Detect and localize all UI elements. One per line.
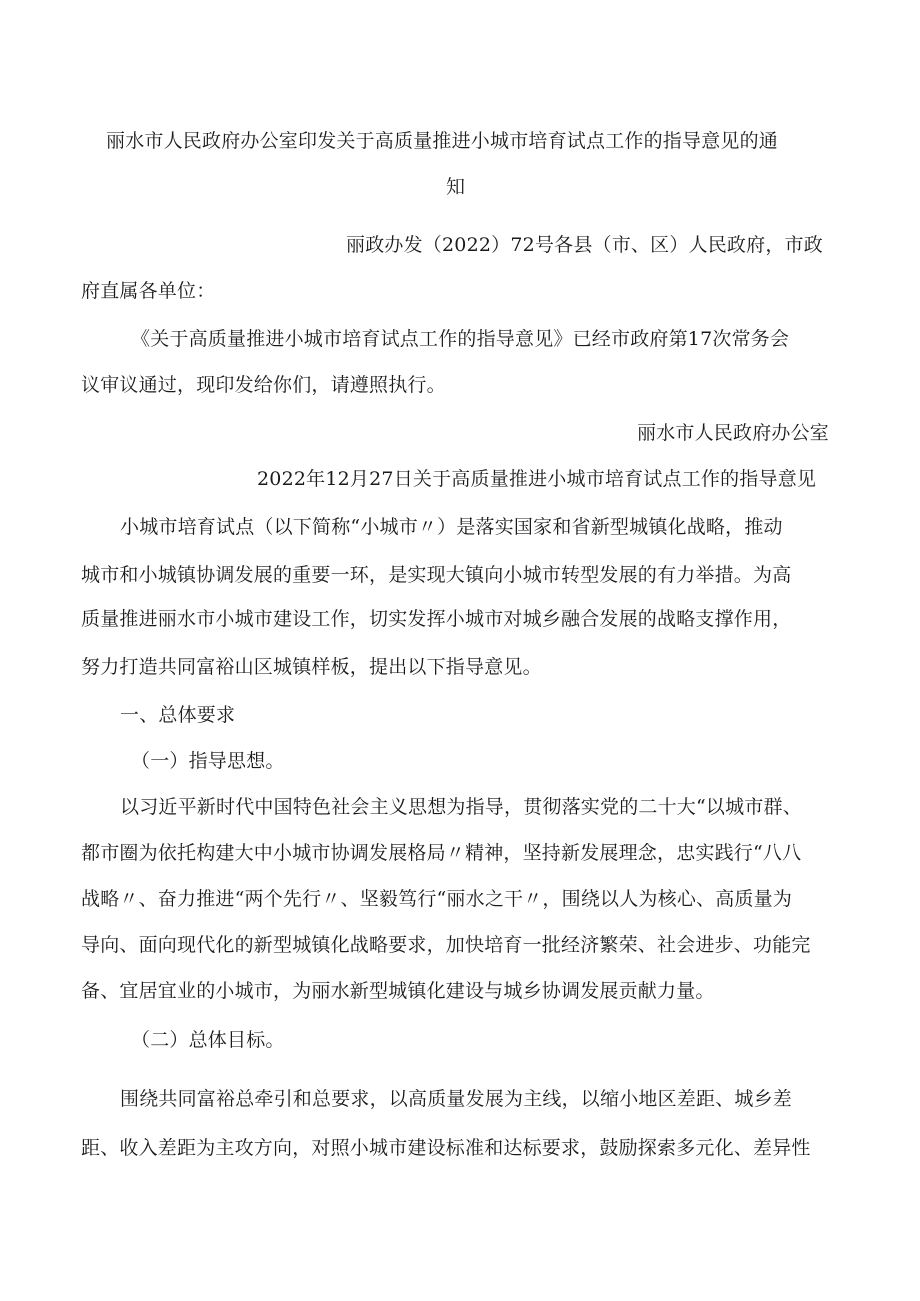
section-1-heading: 一、总体要求 (120, 704, 236, 726)
goal-line-2: 距、收入差距为主攻方向，对照小城市建设标准和达标要求，鼓励探索多元化、差异性 (81, 1137, 811, 1159)
date-and-subtitle: 2022年12月27日关于高质量推进小城市培育试点工作的指导意见 (257, 468, 817, 490)
notice-line-2: 议审议通过，现印发给你们，请遵照执行。 (81, 374, 446, 396)
guiding-line-1: 以习近平新时代中国特色社会主义思想为指导，贯彻落实党的二十大“以城市群、 (120, 796, 802, 818)
guiding-line-3: 战略〃、奋力推进“两个先行〃、坚毅笃行“丽水之干〃，围绕以人为核心、高质量为 (81, 888, 793, 910)
notice-line-1: 《关于高质量推进小城市培育试点工作的指导意见》已经市政府第17次常务会 (131, 328, 790, 350)
subsection-1-heading: （一）指导思想。 (131, 750, 285, 772)
subsection-2-heading: （二）总体目标。 (131, 1029, 285, 1051)
title-line-2: 知 (446, 176, 466, 198)
guiding-line-4: 导向、面向现代化的新型城镇化战略要求，加快培育一批经济繁荣、社会进步、功能完 (81, 934, 811, 956)
intro-line-3: 质量推进丽水市小城市建设工作，切实发挥小城市对城乡融合发展的战略支撑作用， (81, 608, 792, 630)
goal-line-1: 围绕共同富裕总牵引和总要求，以高质量发展为主线，以缩小地区差距、城乡差 (120, 1088, 793, 1110)
addressee: 府直属各单位： (81, 280, 216, 302)
title-line-1: 丽水市人民政府办公室印发关于高质量推进小城市培育试点工作的指导意见的通 (106, 130, 779, 152)
intro-line-4: 努力打造共同富裕山区城镇样板，提出以下指导意见。 (81, 656, 542, 678)
intro-line-2: 城市和小城镇协调发展的重要一环，是实现大镇向小城市转型发展的有力举措。为高 (81, 564, 792, 586)
issuer: 丽水市人民政府办公室 (637, 422, 830, 444)
intro-line-1: 小城市培育试点（以下简称“小城市〃）是落实国家和省新型城镇化战略，推动 (120, 516, 783, 538)
guiding-line-2: 都市圈为依托构建大中小城市协调发展格局〃精神，坚持新发展理念，忠实践行“八八 (81, 842, 802, 864)
guiding-line-5: 备、宜居宜业的小城市，为丽水新型城镇化建设与城乡协调发展贡献力量。 (81, 980, 715, 1002)
document-number: 丽政办发（2022）72号各县（市、区）人民政府，市政 (346, 234, 823, 256)
